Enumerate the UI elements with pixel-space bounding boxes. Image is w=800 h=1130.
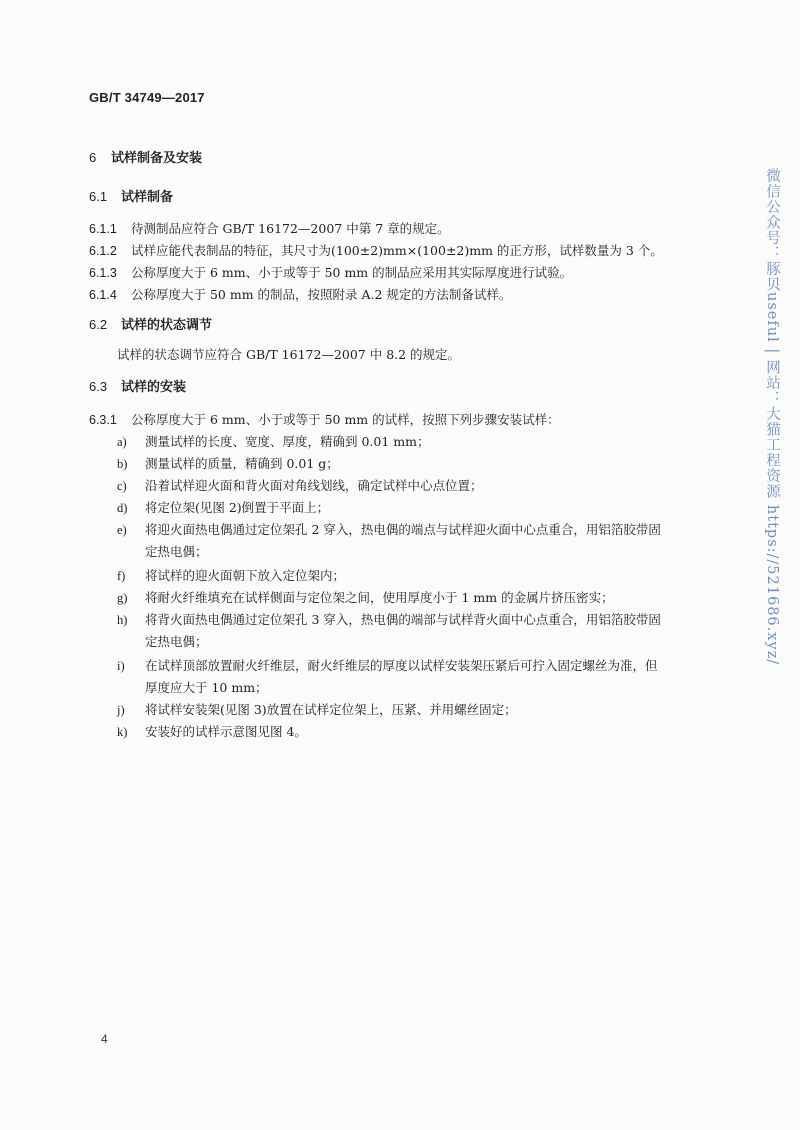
step-label: j): [117, 703, 125, 717]
section-title: 试样的安装: [121, 380, 187, 395]
section-number: 6: [89, 150, 97, 165]
clause-number: 6.1.4: [89, 288, 117, 302]
step-h-continued: 定热电偶；: [145, 634, 208, 649]
step-label: g): [117, 591, 128, 605]
step-text: 沿着试样迎火面和背火面对角线划线，确定试样中心点位置；: [145, 478, 483, 493]
section-6-1-heading: [89, 186, 173, 205]
section-title: 试样的状态调节: [121, 318, 213, 333]
step-e: [117, 520, 661, 538]
step-i: [117, 656, 658, 674]
vertical-watermark: 微信公众号：豚贝useful | 网站：大猫工程资源 https://521686.xyz/: [764, 168, 780, 666]
step-text: 将试样安装架(见图 3)放置在试样定位架上，压紧、并用螺丝固定；: [145, 702, 517, 717]
step-label: d): [117, 501, 128, 515]
step-text: 在试样顶部放置耐火纤维层，耐火纤维层的厚度以试样安装架压紧后可拧入固定螺丝为准，但: [145, 658, 658, 673]
step-f: [117, 566, 345, 584]
clause-6-1-2: [89, 241, 663, 259]
clause-6-1-4: [89, 285, 511, 303]
step-g: [117, 588, 614, 606]
step-label: e): [117, 523, 127, 537]
step-label: c): [117, 479, 127, 493]
clause-number: 6.1.1: [89, 222, 117, 236]
step-d: [117, 498, 329, 516]
clause-number: 6.3.1: [89, 413, 117, 427]
section-6-3-heading: [89, 376, 186, 395]
step-label: b): [117, 457, 128, 471]
clause-text: 公称厚度大于 6 mm、小于或等于 50 mm 的试样，按照下列步骤安装试样：: [131, 412, 560, 427]
step-i-continued: 厚度应大于 10 mm；: [145, 680, 268, 695]
step-h: [117, 610, 661, 628]
clause-number: 6.1.3: [89, 266, 117, 280]
section-number: 6.1: [89, 189, 108, 204]
section-6-2-heading: [89, 314, 212, 333]
step-k: [117, 722, 307, 740]
clause-number: 6.1.2: [89, 244, 117, 258]
step-a: [117, 432, 430, 450]
step-text: 测量试样的长度、宽度、厚度，精确到 0.01 mm；: [145, 434, 430, 449]
step-j: [117, 700, 517, 718]
step-text: 将背火面热电偶通过定位架孔 3 穿入，热电偶的端部与试样背火面中心点重合，用铝箔胶带固: [145, 612, 661, 627]
step-text: 测量试样的质量，精确到 0.01 g；: [145, 456, 339, 471]
step-text: 将试样的迎火面朝下放入定位架内；: [145, 568, 346, 583]
step-label: f): [117, 569, 126, 583]
step-label: h): [117, 613, 128, 627]
page-number: 4: [101, 1032, 108, 1046]
section-6-heading: [89, 147, 202, 166]
section-number: 6.3: [89, 379, 108, 394]
clause-6-3-1: [89, 410, 560, 428]
clause-text: 公称厚度大于 50 mm 的制品，按照附录 A.2 规定的方法制备试样。: [131, 287, 512, 302]
section-number: 6.2: [89, 317, 108, 332]
clause-text: 公称厚度大于 6 mm、小于或等于 50 mm 的制品应采用其实际厚度进行试验。: [131, 265, 573, 280]
clause-text: 待测制品应符合 GB/T 16172—2007 中第 7 章的规定。: [131, 221, 450, 236]
step-text: 将定位架(见图 2)倒置于平面上；: [145, 500, 330, 515]
clause-text: 试样应能代表制品的特征，其尺寸为(100±2)mm×(100±2)mm 的正方形，试样数量为 3 个。: [131, 243, 663, 258]
section-title: 试样制备: [121, 190, 174, 205]
standard-id-header: GB/T 34749—2017: [89, 90, 205, 105]
section-title: 试样制备及安装: [111, 151, 203, 166]
clause-6-1-1: [89, 219, 450, 237]
clause-6-1-3: [89, 263, 572, 281]
step-e-continued: 定热电偶；: [145, 544, 208, 559]
step-b: [117, 454, 339, 472]
step-text: 安装好的试样示意图见图 4。: [145, 724, 307, 739]
step-label: i): [117, 659, 125, 673]
section-6-2-text: 试样的状态调节应符合 GB/T 16172—2007 中 8.2 的规定。: [117, 347, 461, 362]
step-label: a): [117, 435, 127, 449]
step-text: 将迎火面热电偶通过定位架孔 2 穿入，热电偶的端点与试样迎火面中心点重合，用铝箔胶带固: [145, 522, 661, 537]
step-c: [117, 476, 483, 494]
step-label: k): [117, 725, 128, 739]
step-text: 将耐火纤维填充在试样侧面与定位架之间，使用厚度小于 1 mm 的金属片挤压密实；: [145, 590, 614, 605]
